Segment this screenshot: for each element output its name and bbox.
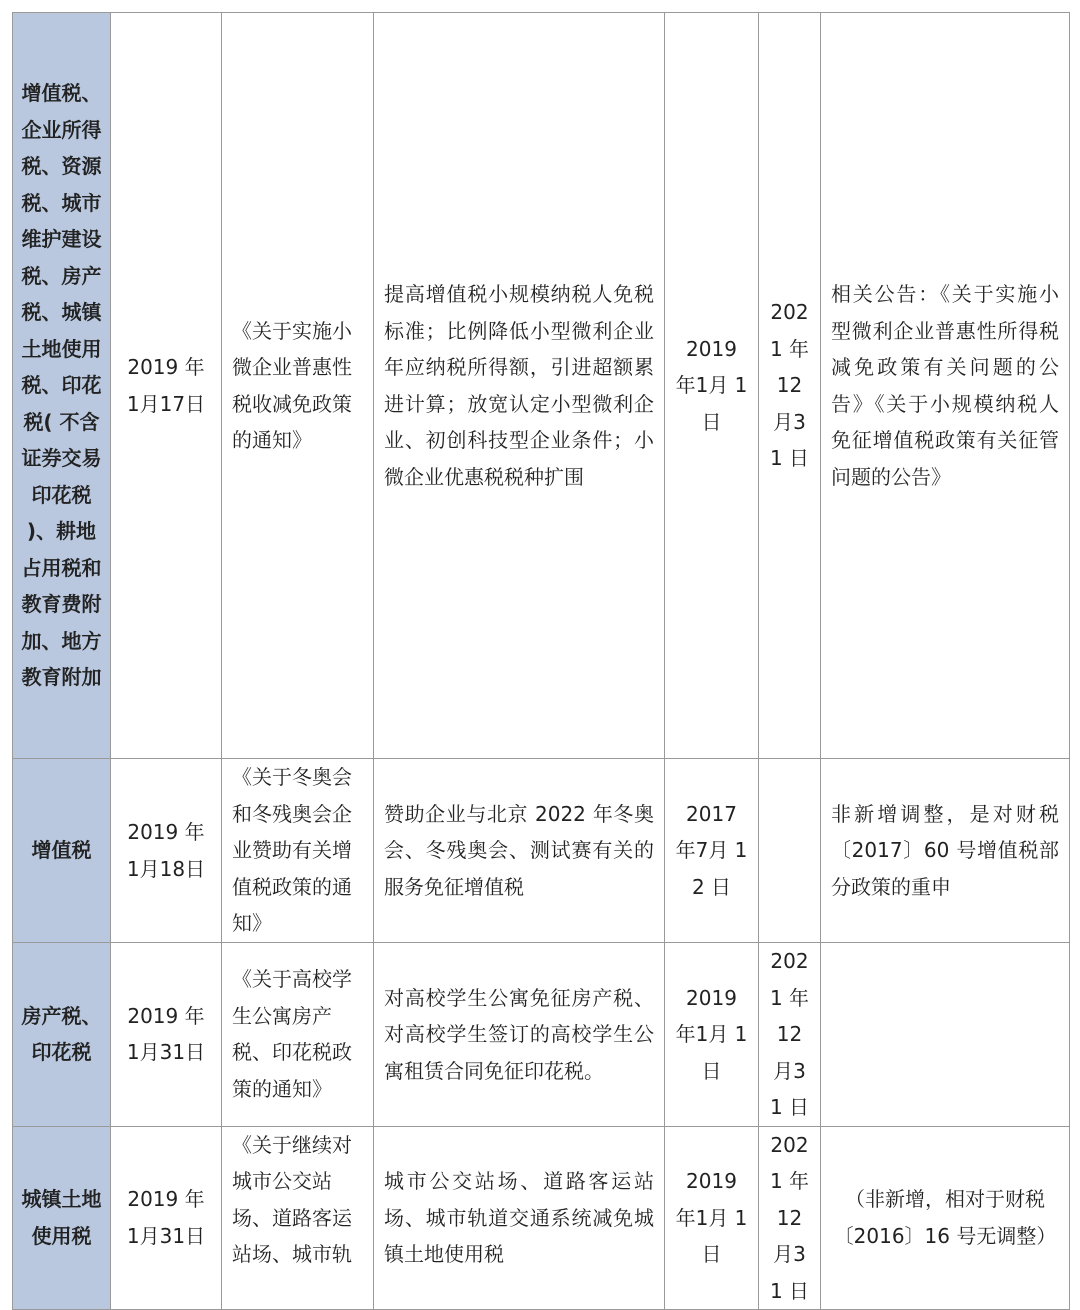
table-row — [13, 759, 1070, 943]
issue-date-cell: 2019 年 1月31日 — [111, 1126, 222, 1310]
document-cell: 《关于继续对城市公交站场、道路客运站场、城市轨 — [222, 1126, 374, 1310]
effective-date-cell: 2019 年1月 1日 — [665, 13, 759, 759]
content-cell: 提高增值税小规模纳税人免税标准；比例降低小型微利企业年应纳税所得额，引进超额累进计算；放宽认定小型微利企业、初创科技型企业条件；小微企业优惠税税种扩围 — [374, 13, 665, 759]
effective-date-cell: 2019 年1月 1日 — [665, 1126, 759, 1310]
content-cell: 对高校学生公寓免征房产税、对高校学生签订的高校学生公寓租赁合同免征印花税。 — [374, 943, 665, 1127]
tax-policy-table — [12, 12, 1070, 1310]
notes-cell — [821, 943, 1070, 1127]
tax-type-cell: 房产税、印花税 — [13, 943, 111, 1127]
document-cell: 《关于高校学生公寓房产税、印花税政策的通知》 — [222, 943, 374, 1127]
expiry-date-cell: 2021 年12 月31 日 — [759, 943, 821, 1127]
table-row — [13, 943, 1070, 1127]
tax-type-cell: 增值税、企业所得税、资源税、城市维护建设税、房产税、城镇土地使用税、印花税( 不含证券交易印花税 )、耕地占用税和教育费附加、地方教育附加 — [13, 13, 111, 759]
table-row — [13, 13, 1070, 759]
expiry-date-cell: 2021 年12 月31 日 — [759, 13, 821, 759]
tax-type-cell: 增值税 — [13, 759, 111, 943]
notes-cell: 相关公告：《关于实施小型微利企业普惠性所得税减免政策有关问题的公告》《关于小规模纳税人免征增值税政策有关征管问题的公告》 — [821, 13, 1070, 759]
expiry-date-cell: 2021 年12 月31 日 — [759, 1126, 821, 1310]
effective-date-cell: 2019 年1月 1日 — [665, 943, 759, 1127]
expiry-date-cell — [759, 759, 821, 943]
content-cell: 城市公交站场、道路客运站场、城市轨道交通系统减免城镇土地使用税 — [374, 1126, 665, 1310]
effective-date-cell: 2017 年7月 12 日 — [665, 759, 759, 943]
table-row — [13, 1126, 1070, 1310]
content-cell: 赞助企业与北京 2022 年冬奥会、冬残奥会、测试赛有关的服务免征增值税 — [374, 759, 665, 943]
document-cell: 《关于冬奥会和冬残奥会企业赞助有关增值税政策的通知》 — [222, 759, 374, 943]
tax-type-cell: 城镇土地使用税 — [13, 1126, 111, 1310]
issue-date-cell: 2019 年 1月18日 — [111, 759, 222, 943]
notes-cell: （非新增，相对于财税〔2016〕16 号无调整） — [821, 1126, 1070, 1310]
issue-date-cell: 2019 年 1月17日 — [111, 13, 222, 759]
notes-cell: 非新增调整，是对财税〔2017〕60 号增值税部分政策的重申 — [821, 759, 1070, 943]
issue-date-cell: 2019 年 1月31日 — [111, 943, 222, 1127]
document-cell: 《关于实施小微企业普惠性税收减免政策的通知》 — [222, 13, 374, 759]
